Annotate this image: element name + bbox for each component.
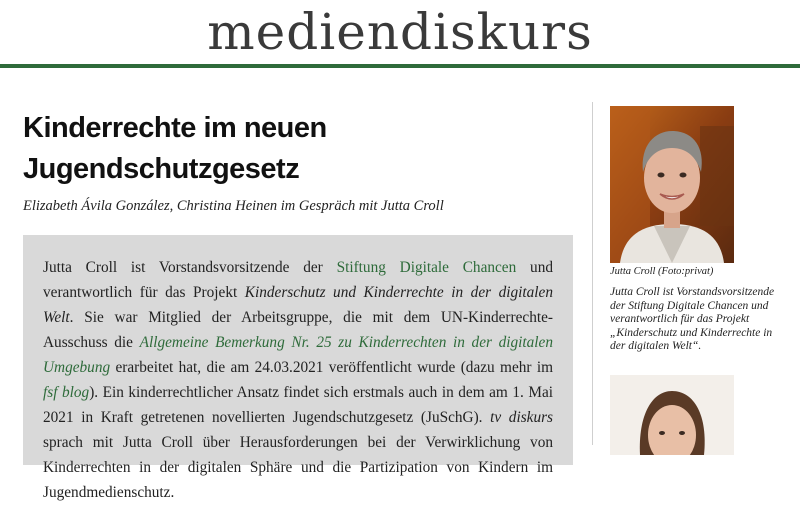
site-title[interactable]: mediendiskurs <box>207 3 593 61</box>
link-fsf-blog[interactable]: fsf blog <box>43 384 90 401</box>
magazine-name: tv diskurs <box>490 409 554 426</box>
second-portrait-photo[interactable] <box>610 375 734 455</box>
portrait-illustration <box>610 106 734 263</box>
article-title-line-1: Kinderrechte im neuen <box>23 112 327 144</box>
intro-box <box>23 235 573 501</box>
masthead-rule <box>0 64 800 68</box>
article-title <box>23 108 563 190</box>
masthead <box>0 0 800 68</box>
sidebar-divider <box>592 102 593 445</box>
photo-caption: Jutta Croll ist Vorstandsvorsitzende der Stiftung Digitale Chancen und verantwortlich für das Projekt „Kinderschutz und Kinderrechte in der digitalen Welt“. <box>610 286 775 352</box>
intro-text-2: und verantwortlich für das Projekt <box>43 259 553 301</box>
link-allgemeine-bemerkung[interactable]: Allgemeine Bemerkung Nr. 25 zu Kinderrechten in der digitalen Umgebung <box>43 334 553 376</box>
intro-text-1: Jutta Croll ist Vorstandsvorsitzende der <box>43 259 337 276</box>
second-portrait-illustration <box>610 375 734 455</box>
intro-text-5: ). Ein kinderrechtlicher Ansatz findet sich erstmals auch in dem am 1. Mai 2021 in Kraft getretenen novellierten Jugendschutzgesetz (JuSchG). <box>43 384 553 426</box>
project-name: Kinderschutz und Kinderrechte in der digitalen Welt <box>43 284 553 326</box>
portrait-photo[interactable] <box>610 106 734 263</box>
article-title-line-2: Jugendschutzgesetz <box>23 153 300 185</box>
intro-text-3: . Sie war Mitglied der Arbeitsgruppe, die mit dem UN-Kinderrechte-Ausschuss die <box>43 309 553 351</box>
intro-text-4: erarbeitet hat, die am 24.03.2021 veröffentlicht wurde (dazu mehr im <box>110 359 553 376</box>
photo-credit: Jutta Croll (Foto:privat) <box>610 266 714 277</box>
intro-text-6: sprach mit Jutta Croll über Herausforderungen bei der Verwirklichung von Kinderrechten in der digitalen Sphäre und die Partizipation von Kindern im Jugendmedienschutz. <box>43 434 553 501</box>
article-byline: Elizabeth Ávila González, Christina Heinen im Gespräch mit Jutta Croll <box>23 198 444 214</box>
intro-text <box>43 255 553 505</box>
link-stiftung-digitale-chancen[interactable]: Stiftung Digitale Chancen <box>336 259 517 276</box>
